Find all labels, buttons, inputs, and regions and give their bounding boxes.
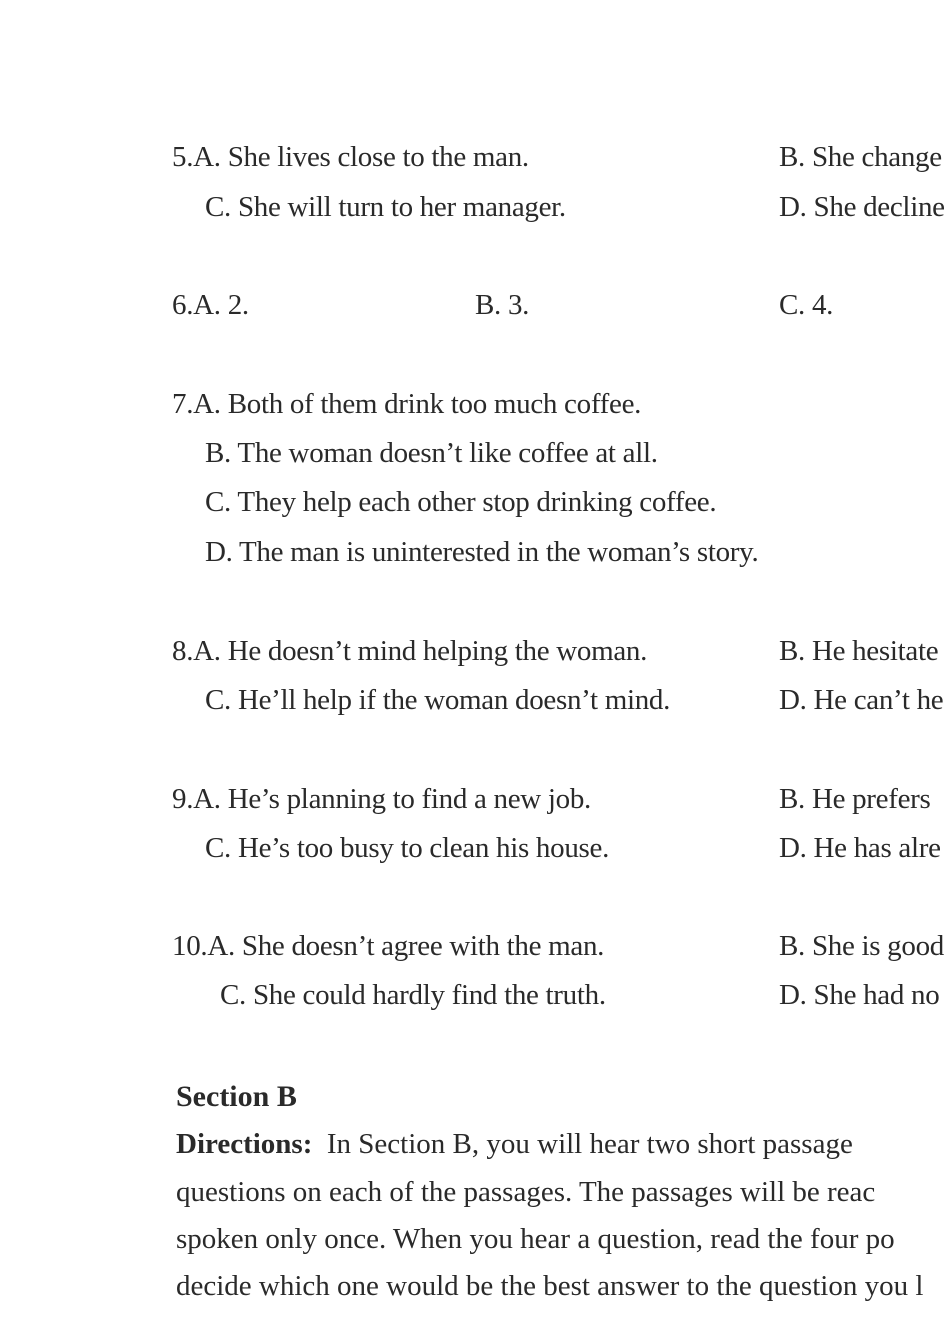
question-9-option-b: B. He prefers [779, 783, 931, 815]
question-10-number: 10. [172, 930, 208, 962]
option-text: A. Both of them drink too much coffee. [193, 388, 642, 420]
directions-line-4: decide which one would be the best answer to the question you l [176, 1270, 924, 1302]
question-10-option-b: B. She is good [779, 930, 944, 962]
question-9-option-d: D. He has alre [779, 832, 941, 864]
question-5-option-b: B. She change [779, 141, 942, 173]
question-8-option-a [172, 631, 647, 671]
directions-line-1 [176, 1124, 853, 1164]
question-10-option-a [172, 926, 604, 966]
option-text: A. He doesn’t mind helping the woman. [193, 635, 648, 667]
question-10-option-c: C. She could hardly find the truth. [220, 979, 606, 1011]
question-7-number: 7. [172, 388, 194, 420]
question-5-option-d: D. She decline [779, 191, 945, 223]
question-9-option-a [172, 779, 591, 819]
question-7-option-d: D. The man is uninterested in the woman’s story. [205, 536, 759, 568]
question-5-option-a [172, 137, 529, 177]
question-7-option-a [172, 384, 641, 424]
question-6-option-a [172, 285, 249, 325]
question-8-option-d: D. He can’t he [779, 684, 944, 716]
question-8-option-b: B. He hesitate [779, 635, 939, 667]
question-6-option-b: B. 3. [475, 289, 530, 321]
question-7-option-b: B. The woman doesn’t like coffee at all. [205, 437, 658, 469]
option-text: A. 2. [193, 289, 249, 321]
question-9-option-c: C. He’s too busy to clean his house. [205, 832, 610, 864]
option-text: A. She lives close to the man. [193, 141, 529, 173]
question-6-number: 6. [172, 289, 194, 321]
question-7-option-c: C. They help each other stop drinking coffee. [205, 486, 717, 518]
directions-line-2: questions on each of the passages. The passages will be reac [176, 1176, 876, 1208]
question-8-number: 8. [172, 635, 194, 667]
directions-text: In Section B, you will hear two short passage [326, 1128, 853, 1160]
question-8-option-c: C. He’ll help if the woman doesn’t mind. [205, 684, 671, 716]
directions-label: Directions: [176, 1128, 313, 1160]
option-text: A. She doesn’t agree with the man. [207, 930, 605, 962]
directions-line-3: spoken only once. When you hear a question, read the four po [176, 1223, 895, 1255]
question-9-number: 9. [172, 783, 194, 815]
section-b-title: Section B [176, 1080, 297, 1113]
question-5-number: 5. [172, 141, 194, 173]
option-text: A. He’s planning to find a new job. [193, 783, 592, 815]
question-10-option-d: D. She had no [779, 979, 940, 1011]
question-5-option-c: C. She will turn to her manager. [205, 191, 566, 223]
question-6-option-c: C. 4. [779, 289, 834, 321]
